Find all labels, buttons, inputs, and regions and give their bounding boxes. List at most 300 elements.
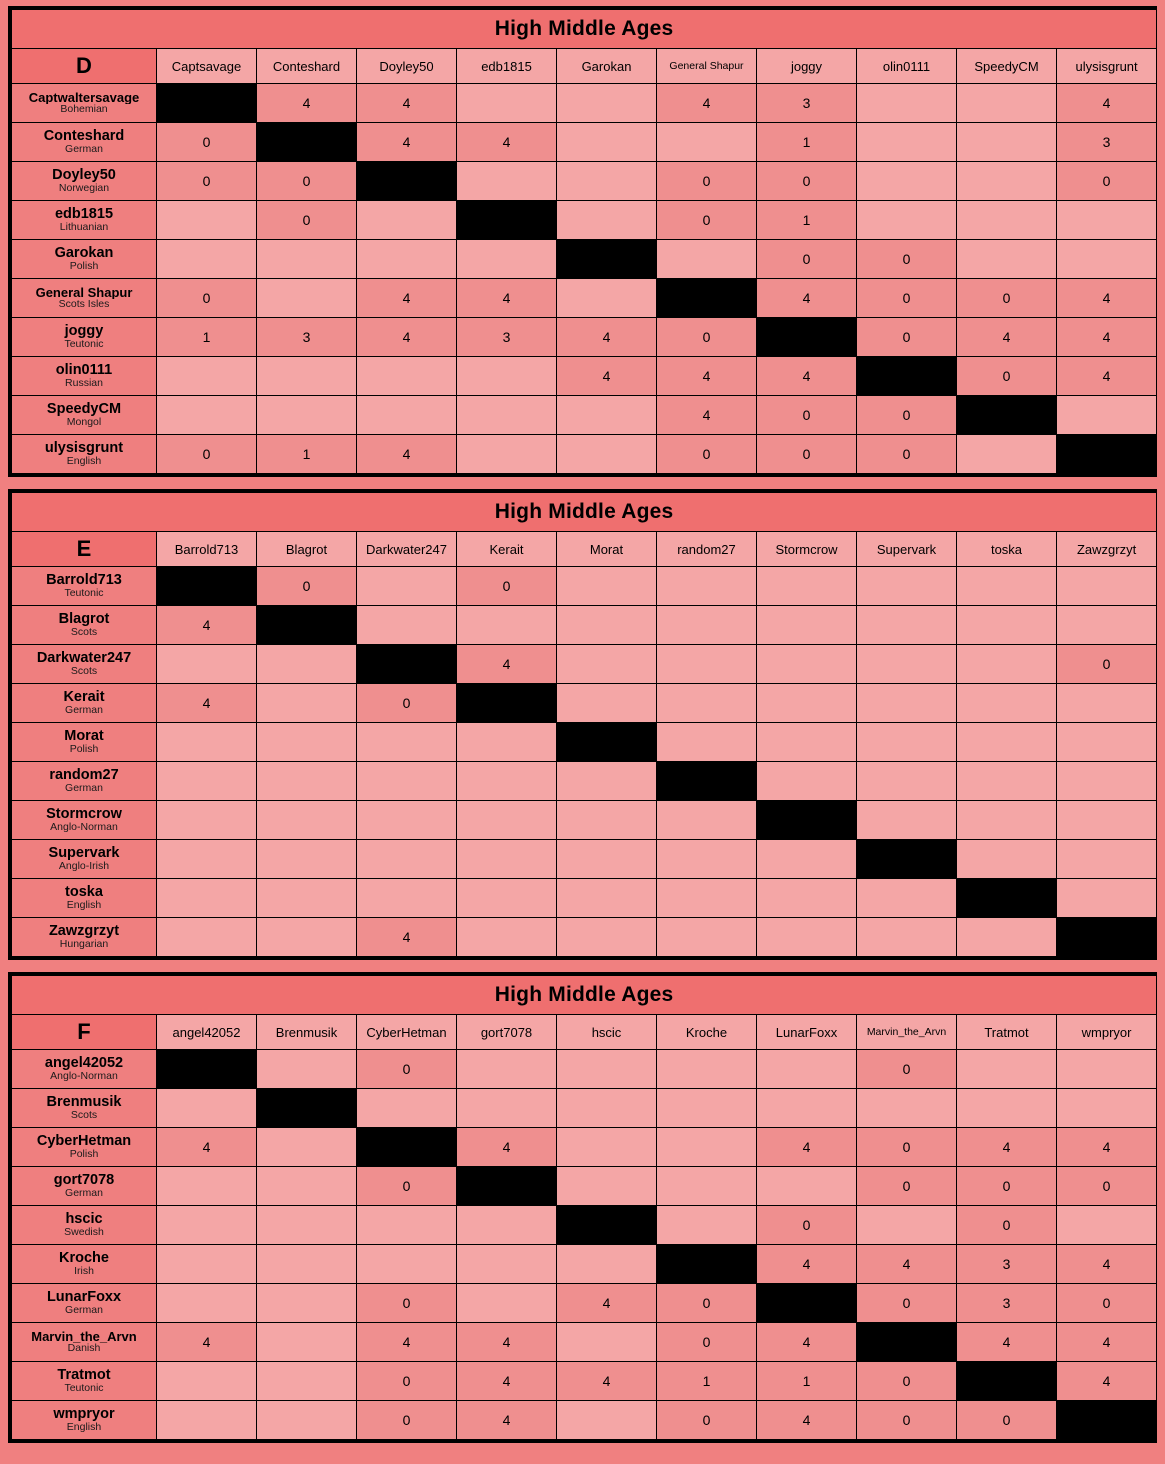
result-cell: 4	[457, 1128, 557, 1167]
column-header: gort7078	[457, 1015, 557, 1050]
diagonal-cell	[657, 762, 757, 801]
table-row	[12, 879, 1157, 918]
diagonal-cell	[557, 723, 657, 762]
player-row-header	[12, 645, 157, 684]
diagonal-cell	[457, 1167, 557, 1206]
player-name: Conteshard	[43, 128, 125, 144]
result-cell: 4	[957, 1128, 1057, 1167]
diagonal-cell	[757, 1284, 857, 1323]
result-cell: 0	[257, 201, 357, 240]
result-cell	[457, 1284, 557, 1323]
result-cell	[757, 762, 857, 801]
result-cell	[257, 840, 357, 879]
result-cell: 0	[657, 162, 757, 201]
result-cell	[157, 201, 257, 240]
player-civ: Bohemian	[60, 103, 108, 116]
group-letter: D	[12, 49, 157, 84]
player-name: CyberHetman	[36, 1133, 132, 1149]
player-civ: Scots	[70, 665, 98, 678]
result-cell: 3	[957, 1284, 1057, 1323]
result-cell: 4	[1057, 1323, 1157, 1362]
column-header: Stormcrow	[757, 532, 857, 567]
result-cell	[957, 723, 1057, 762]
player-row-header	[12, 162, 157, 201]
player-name: random27	[49, 767, 119, 783]
result-cell: 4	[957, 1323, 1057, 1362]
result-cell: 0	[957, 279, 1057, 318]
result-cell	[957, 123, 1057, 162]
column-header: Kerait	[457, 532, 557, 567]
result-cell	[457, 240, 557, 279]
player-row-header	[12, 435, 157, 474]
result-cell	[557, 684, 657, 723]
result-cell: 3	[457, 318, 557, 357]
player-name: hscic	[65, 1211, 103, 1227]
table-row	[12, 1401, 1157, 1440]
player-name: gort7078	[53, 1172, 115, 1188]
result-cell: 3	[1057, 123, 1157, 162]
result-cell	[557, 279, 657, 318]
player-name: Morat	[64, 728, 104, 744]
result-cell	[457, 162, 557, 201]
player-row-header	[12, 918, 157, 957]
table-row	[12, 1245, 1157, 1284]
result-cell: 0	[257, 162, 357, 201]
table-row	[12, 1323, 1157, 1362]
player-name: Tratmot	[57, 1367, 111, 1383]
groups-container	[8, 6, 1157, 1443]
player-civ: Anglo-Norman	[50, 1070, 118, 1083]
result-cell: 4	[357, 435, 457, 474]
diagonal-cell	[1057, 918, 1157, 957]
table-row	[12, 762, 1157, 801]
result-cell: 4	[357, 318, 457, 357]
diagonal-cell	[657, 1245, 757, 1284]
player-civ: Swedish	[64, 1226, 104, 1239]
result-cell	[557, 840, 657, 879]
diagonal-cell	[157, 1050, 257, 1089]
result-cell: 0	[657, 435, 757, 474]
result-cell	[257, 645, 357, 684]
result-cell	[557, 1089, 657, 1128]
player-row-header	[12, 123, 157, 162]
result-cell: 0	[857, 1128, 957, 1167]
player-row-header	[12, 240, 157, 279]
result-cell	[957, 918, 1057, 957]
player-row-header	[12, 840, 157, 879]
group-table-f	[8, 972, 1157, 1443]
player-civ: Hungarian	[59, 938, 109, 951]
result-cell	[557, 801, 657, 840]
result-cell	[457, 1050, 557, 1089]
player-civ: English	[66, 899, 102, 912]
result-cell	[657, 240, 757, 279]
result-cell	[1057, 567, 1157, 606]
result-cell	[1057, 396, 1157, 435]
result-cell	[157, 1284, 257, 1323]
result-cell	[557, 123, 657, 162]
diagonal-cell	[657, 279, 757, 318]
result-cell	[1057, 1050, 1157, 1089]
result-cell	[757, 1089, 857, 1128]
player-civ: Scots	[70, 626, 98, 639]
player-row-header	[12, 357, 157, 396]
diagonal-cell	[1057, 1401, 1157, 1440]
result-cell: 0	[1057, 162, 1157, 201]
result-cell	[657, 1167, 757, 1206]
result-cell	[557, 1050, 657, 1089]
player-civ: Danish	[67, 1342, 101, 1355]
result-cell: 4	[657, 84, 757, 123]
result-cell	[557, 645, 657, 684]
result-cell	[957, 240, 1057, 279]
result-cell	[457, 357, 557, 396]
player-row-header	[12, 279, 157, 318]
result-cell	[657, 1050, 757, 1089]
player-civ: Irish	[74, 1265, 94, 1278]
group-title: High Middle Ages	[12, 976, 1157, 1015]
result-cell	[1057, 240, 1157, 279]
result-cell	[1057, 606, 1157, 645]
result-cell	[157, 1401, 257, 1440]
result-cell	[657, 606, 757, 645]
result-cell	[357, 762, 457, 801]
result-cell	[1057, 1089, 1157, 1128]
result-cell: 4	[157, 1128, 257, 1167]
player-row-header	[12, 801, 157, 840]
result-cell	[957, 435, 1057, 474]
result-cell: 0	[857, 1050, 957, 1089]
result-cell: 4	[757, 1323, 857, 1362]
player-civ: Polish	[69, 743, 99, 756]
player-name: edb1815	[54, 206, 114, 222]
table-row	[12, 84, 1157, 123]
result-cell	[1057, 684, 1157, 723]
result-cell	[957, 840, 1057, 879]
result-cell: 4	[357, 1323, 457, 1362]
result-cell	[657, 1206, 757, 1245]
result-cell	[557, 84, 657, 123]
result-cell	[757, 684, 857, 723]
column-header: olin0111	[857, 49, 957, 84]
table-row	[12, 1050, 1157, 1089]
result-cell: 4	[657, 396, 757, 435]
result-cell	[1057, 801, 1157, 840]
result-cell: 4	[1057, 84, 1157, 123]
result-cell: 4	[1057, 279, 1157, 318]
result-cell	[257, 723, 357, 762]
player-row-header	[12, 879, 157, 918]
result-cell	[857, 1206, 957, 1245]
result-cell	[857, 801, 957, 840]
column-header: Conteshard	[257, 49, 357, 84]
result-cell: 0	[857, 318, 957, 357]
diagonal-cell	[757, 801, 857, 840]
player-name: SpeedyCM	[46, 401, 122, 417]
result-cell	[157, 396, 257, 435]
result-cell	[657, 1089, 757, 1128]
result-cell	[357, 606, 457, 645]
result-cell: 4	[1057, 357, 1157, 396]
player-name: toska	[65, 884, 103, 900]
result-cell	[1057, 723, 1157, 762]
player-name: wmpryor	[53, 1406, 115, 1422]
player-row-header	[12, 318, 157, 357]
column-header: joggy	[757, 49, 857, 84]
result-cell	[457, 762, 557, 801]
result-cell	[357, 396, 457, 435]
result-cell	[657, 123, 757, 162]
result-cell: 0	[857, 435, 957, 474]
result-cell	[257, 918, 357, 957]
result-cell	[557, 1401, 657, 1440]
result-cell: 0	[757, 162, 857, 201]
result-cell	[257, 1245, 357, 1284]
player-civ: German	[65, 1304, 103, 1317]
table-row	[12, 684, 1157, 723]
result-cell	[257, 1284, 357, 1323]
result-cell	[457, 723, 557, 762]
result-cell	[157, 645, 257, 684]
result-cell: 0	[857, 1284, 957, 1323]
table-row	[12, 567, 1157, 606]
result-cell	[157, 1245, 257, 1284]
result-cell	[157, 879, 257, 918]
column-header: SpeedyCM	[957, 49, 1057, 84]
result-cell: 4	[757, 279, 857, 318]
result-cell: 4	[457, 123, 557, 162]
result-cell	[557, 762, 657, 801]
result-cell: 3	[757, 84, 857, 123]
result-cell: 1	[757, 123, 857, 162]
result-cell: 4	[157, 606, 257, 645]
result-cell	[757, 606, 857, 645]
result-cell	[857, 84, 957, 123]
result-cell	[257, 1323, 357, 1362]
result-cell	[357, 879, 457, 918]
column-header: Kroche	[657, 1015, 757, 1050]
result-cell: 0	[357, 1284, 457, 1323]
result-cell: 0	[857, 279, 957, 318]
group-table-e	[8, 489, 1157, 960]
result-cell	[857, 723, 957, 762]
player-civ: Teutonic	[64, 587, 104, 600]
player-civ: Lithuanian	[59, 221, 109, 234]
result-cell: 4	[557, 357, 657, 396]
result-cell: 0	[157, 279, 257, 318]
column-header: Morat	[557, 532, 657, 567]
result-cell	[357, 1206, 457, 1245]
player-name: Barrold713	[46, 572, 122, 588]
diagonal-cell	[857, 357, 957, 396]
player-row-header	[12, 606, 157, 645]
result-cell	[257, 1362, 357, 1401]
diagonal-cell	[1057, 435, 1157, 474]
result-cell	[757, 723, 857, 762]
result-cell	[457, 1206, 557, 1245]
result-cell	[557, 918, 657, 957]
table-row	[12, 918, 1157, 957]
diagonal-cell	[257, 606, 357, 645]
player-row-header	[12, 1284, 157, 1323]
result-cell: 0	[857, 1362, 957, 1401]
result-cell: 0	[757, 435, 857, 474]
table-row	[12, 279, 1157, 318]
result-cell: 0	[257, 567, 357, 606]
player-civ: Russian	[65, 377, 103, 390]
result-cell: 4	[1057, 1362, 1157, 1401]
column-header: ulysisgrunt	[1057, 49, 1157, 84]
diagonal-cell	[757, 318, 857, 357]
column-header: Brenmusik	[257, 1015, 357, 1050]
player-row-header	[12, 1050, 157, 1089]
column-header: Doyley50	[357, 49, 457, 84]
result-cell: 0	[1057, 1284, 1157, 1323]
table-row	[12, 123, 1157, 162]
player-name: Brenmusik	[46, 1094, 122, 1110]
column-header: angel42052	[157, 1015, 257, 1050]
result-cell	[657, 879, 757, 918]
result-cell	[857, 645, 957, 684]
player-row-header	[12, 567, 157, 606]
result-cell	[557, 201, 657, 240]
table-row	[12, 162, 1157, 201]
result-cell: 1	[757, 201, 857, 240]
result-cell	[1057, 762, 1157, 801]
diagonal-cell	[457, 201, 557, 240]
player-row-header	[12, 1323, 157, 1362]
result-cell	[657, 684, 757, 723]
player-name: olin0111	[55, 362, 113, 378]
result-cell: 4	[757, 1401, 857, 1440]
result-cell	[757, 1167, 857, 1206]
result-cell	[757, 879, 857, 918]
result-cell: 4	[557, 318, 657, 357]
diagonal-cell	[857, 840, 957, 879]
result-cell: 4	[1057, 1128, 1157, 1167]
diagonal-cell	[557, 1206, 657, 1245]
diagonal-cell	[957, 879, 1057, 918]
player-civ: Scots Isles	[58, 298, 110, 311]
player-name: LunarFoxx	[46, 1289, 122, 1305]
player-civ: German	[65, 1187, 103, 1200]
result-cell	[257, 1206, 357, 1245]
result-cell: 4	[457, 1362, 557, 1401]
player-name: angel42052	[44, 1055, 124, 1071]
group-table-d	[8, 6, 1157, 477]
result-cell: 0	[357, 1401, 457, 1440]
result-cell	[657, 918, 757, 957]
result-cell: 3	[257, 318, 357, 357]
player-row-header	[12, 1089, 157, 1128]
player-row-header	[12, 1206, 157, 1245]
result-cell: 0	[657, 318, 757, 357]
result-cell	[957, 801, 1057, 840]
diagonal-cell	[457, 684, 557, 723]
result-cell	[957, 1050, 1057, 1089]
result-cell	[657, 840, 757, 879]
column-header: hscic	[557, 1015, 657, 1050]
result-cell	[257, 1401, 357, 1440]
result-cell: 4	[157, 684, 257, 723]
result-cell	[357, 1245, 457, 1284]
result-cell: 0	[957, 357, 1057, 396]
diagonal-cell	[857, 1323, 957, 1362]
player-name: Garokan	[54, 245, 114, 261]
player-row-header	[12, 723, 157, 762]
table-row	[12, 801, 1157, 840]
result-cell	[157, 1206, 257, 1245]
result-cell	[257, 762, 357, 801]
result-cell: 0	[357, 684, 457, 723]
result-cell	[257, 1167, 357, 1206]
table-row	[12, 1206, 1157, 1245]
result-cell: 0	[657, 1323, 757, 1362]
player-row-header	[12, 396, 157, 435]
result-cell	[257, 357, 357, 396]
column-header: General Shapur	[657, 49, 757, 84]
result-cell: 1	[257, 435, 357, 474]
player-name: ulysisgrunt	[44, 440, 124, 456]
player-civ: Polish	[69, 1148, 99, 1161]
result-cell	[357, 723, 457, 762]
result-cell	[357, 240, 457, 279]
column-header: wmpryor	[1057, 1015, 1157, 1050]
player-civ: Teutonic	[64, 1382, 104, 1395]
result-cell	[357, 840, 457, 879]
player-name: General Shapur	[35, 285, 133, 300]
player-row-header	[12, 1401, 157, 1440]
result-cell: 0	[757, 1206, 857, 1245]
result-cell: 0	[857, 1167, 957, 1206]
result-cell: 0	[357, 1050, 457, 1089]
result-cell	[857, 879, 957, 918]
result-cell	[357, 1089, 457, 1128]
player-row-header	[12, 684, 157, 723]
result-cell	[257, 240, 357, 279]
result-cell	[157, 801, 257, 840]
result-cell: 0	[657, 1284, 757, 1323]
result-cell: 0	[757, 396, 857, 435]
player-row-header	[12, 762, 157, 801]
player-name: Supervark	[48, 845, 120, 861]
result-cell: 0	[957, 1167, 1057, 1206]
result-cell	[557, 567, 657, 606]
diagonal-cell	[357, 1128, 457, 1167]
result-cell	[157, 918, 257, 957]
result-cell	[257, 279, 357, 318]
result-cell	[557, 1323, 657, 1362]
result-cell	[157, 357, 257, 396]
result-cell	[257, 396, 357, 435]
player-name: Stormcrow	[46, 806, 122, 822]
result-cell	[957, 84, 1057, 123]
result-cell: 1	[657, 1362, 757, 1401]
result-cell: 4	[1057, 1245, 1157, 1284]
result-cell	[957, 1089, 1057, 1128]
result-cell	[957, 762, 1057, 801]
result-cell	[857, 762, 957, 801]
result-cell	[257, 801, 357, 840]
result-cell	[657, 645, 757, 684]
result-cell: 4	[257, 84, 357, 123]
result-cell: 4	[757, 1245, 857, 1284]
player-civ: Anglo-Irish	[58, 860, 110, 873]
diagonal-cell	[257, 1089, 357, 1128]
result-cell	[157, 1167, 257, 1206]
player-civ: German	[65, 782, 103, 795]
result-cell	[557, 1245, 657, 1284]
